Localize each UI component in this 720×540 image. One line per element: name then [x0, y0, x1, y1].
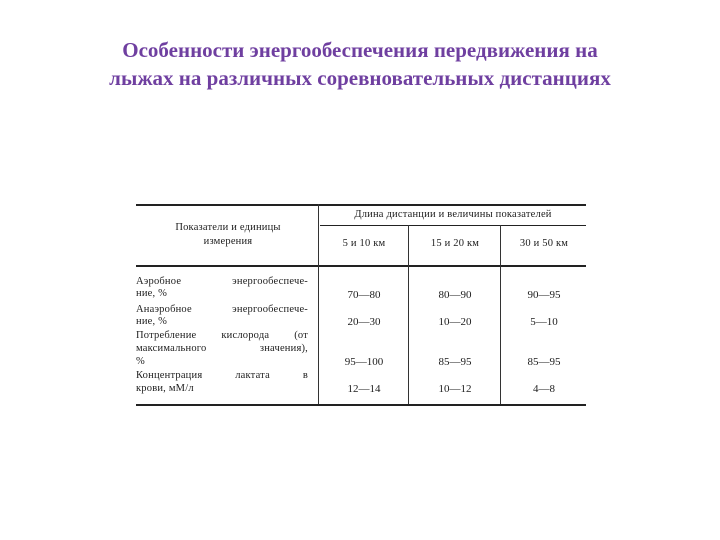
- row-3-value-3: 85—95: [527, 356, 561, 368]
- slide-title-line-1: Особенности энергообеспечения передвижения на: [122, 38, 598, 62]
- header-bottom-rule: [136, 265, 586, 267]
- row-4-label-word: в: [302, 370, 308, 381]
- slide-title: [40, 36, 680, 92]
- column-rule-1: [408, 225, 409, 404]
- row-4-label-line-2: крови, мМ/л: [136, 383, 194, 394]
- row-4-value-1: 12—14: [347, 383, 381, 395]
- row-2-label-word: Анаэробное: [136, 304, 192, 315]
- row-2-label-word: энергообеспече-: [232, 304, 308, 315]
- table-top-rule: [136, 204, 586, 206]
- row-2-value-2: 10—20: [438, 316, 472, 328]
- row-2-label-line-1: [136, 304, 308, 315]
- row-3-label-word: кислорода: [221, 330, 270, 341]
- row-4-value-3: 4—8: [533, 383, 555, 395]
- row-3-label-word: Потребление: [136, 330, 197, 341]
- group-header-rule: [320, 225, 586, 226]
- row-3-value-2: 85—95: [438, 356, 472, 368]
- row-1-value-1: 70—80: [347, 289, 381, 301]
- row-1-value-2: 80—90: [438, 289, 472, 301]
- scanned-table: [136, 200, 586, 408]
- row-3-label-word: значения),: [259, 343, 308, 354]
- column-rule-2: [500, 225, 501, 404]
- row-1-label-line-1: [136, 276, 308, 287]
- row-1-label-line-2: ние, %: [136, 288, 168, 299]
- table-bottom-rule: [136, 404, 586, 406]
- row-3-label-word: (от: [294, 330, 308, 341]
- slide-title-line-2: лыжах на различных соревновательных дистанциях: [109, 66, 611, 90]
- row-3-label-line-1: [136, 330, 308, 341]
- header-column-3: 30 и 50 км: [519, 238, 569, 249]
- row-3-label-line-3: %: [136, 356, 145, 367]
- row-1-label-word: Аэробное: [136, 276, 182, 287]
- row-1-value-3: 90—95: [527, 289, 561, 301]
- row-4-label-word: Концентрация: [136, 370, 203, 381]
- header-indicator-line-1: Показатели и единицы: [175, 222, 281, 233]
- row-4-label-word: лактата: [235, 370, 270, 381]
- label-column-rule: [318, 204, 319, 404]
- row-3-label-line-2: [136, 343, 308, 354]
- row-2-value-1: 20—30: [347, 316, 381, 328]
- header-group-label: Длина дистанции и величины показателей: [354, 209, 552, 220]
- row-4-label-line-1: [136, 370, 308, 381]
- row-3-label-word: максимального: [136, 343, 207, 354]
- row-1-label-word: энергообеспече-: [232, 276, 308, 287]
- row-4-value-2: 10—12: [438, 383, 472, 395]
- row-3-value-1: 95—100: [344, 356, 384, 368]
- row-2-label-line-2: ние, %: [136, 316, 168, 327]
- row-2-value-3: 5—10: [530, 316, 558, 328]
- header-column-2: 15 и 20 км: [430, 238, 480, 249]
- header-column-1: 5 и 10 км: [342, 238, 386, 249]
- header-indicator-line-2: измерения: [203, 236, 253, 247]
